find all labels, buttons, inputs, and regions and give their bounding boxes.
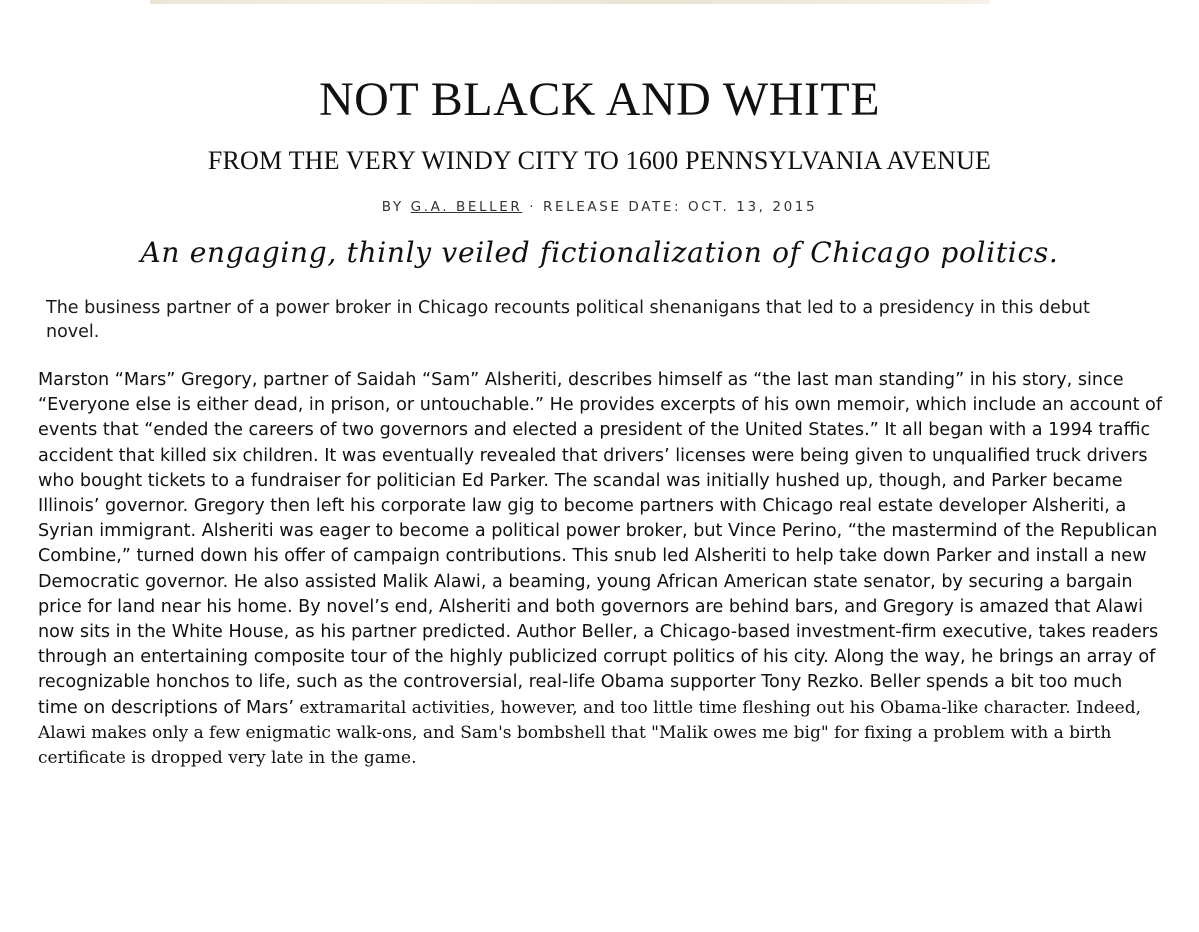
book-summary: The business partner of a power broker in Chicago recounts political shenanigans that led to a presidency in this debut novel. (46, 298, 1090, 342)
review-body (38, 367, 1163, 770)
review-body-part-two: extramarital activities, however, and too little time fleshing out his Obama-like character. Indeed, Alawi makes only a few enigmatic walk-ons, and Sam's bombshell that "Malik owes me big" for fixing a problem with a birth certificate is dropped very late in the game. (38, 697, 1141, 769)
book-title: NOT BLACK AND WHITE (318, 73, 881, 126)
by-prefix: BY (381, 199, 404, 215)
review-tagline: An engaging, thinly veiled fictionalization of Chicago politics. (140, 236, 1059, 269)
author-link[interactable]: G.A. BELLER (410, 199, 523, 215)
top-decorative-strip (150, 0, 990, 4)
book-subtitle: FROM THE VERY WINDY CITY TO 1600 PENNSYLVANIA AVENUE (207, 146, 992, 175)
byline (0, 199, 1199, 215)
release-date: RELEASE DATE: OCT. 13, 2015 (543, 199, 818, 215)
byline-separator: · (522, 199, 544, 215)
review-body-part-one: Marston “Mars” Gregory, partner of Saidah “Sam” Alsheriti, describes himself as “the last man standing” in his story, since “Everyone else is either dead, in prison, or untouchable.” He provides excerpts of his own memoir, which include an account of events that “ended the careers of two governors and elected a president of the United States.” It all began with a 1994 traffic accident that killed six children. It was eventually revealed that drivers’ licenses were being given to unqualified truck drivers who bought tickets to a fundraiser for politician Ed Parker. The scandal was initially hushed up, though, and Parker became Illinois’ governor. Gregory then left his corporate law gig to become partners with Chicago real estate developer Alsheriti, a Syrian immigrant. Alsheriti was eager to become a political power broker, but Vince Perino, “the mastermind of the Republican Combine,” turned down his offer of campaign contributions. This snub led Alsheriti to help take down Parker and install a new Democratic governor. He also assisted Malik Alawi, a beaming, young African American state senator, by securing a bargain price for land near his home. By novel’s end, Alsheriti and both governors are behind bars, and Gregory is amazed that Alawi now sits in the White House, as his partner predicted. Author Beller, a Chicago-based investment-firm executive, takes readers through an entertaining composite tour of the highly publicized corrupt politics of his city. Along the way, he brings an array of recognizable honchos to life, such as the controversial, real-life Obama supporter Tony Rezko. Beller spends a bit too much time on descriptions of Mars’ (38, 370, 1163, 718)
